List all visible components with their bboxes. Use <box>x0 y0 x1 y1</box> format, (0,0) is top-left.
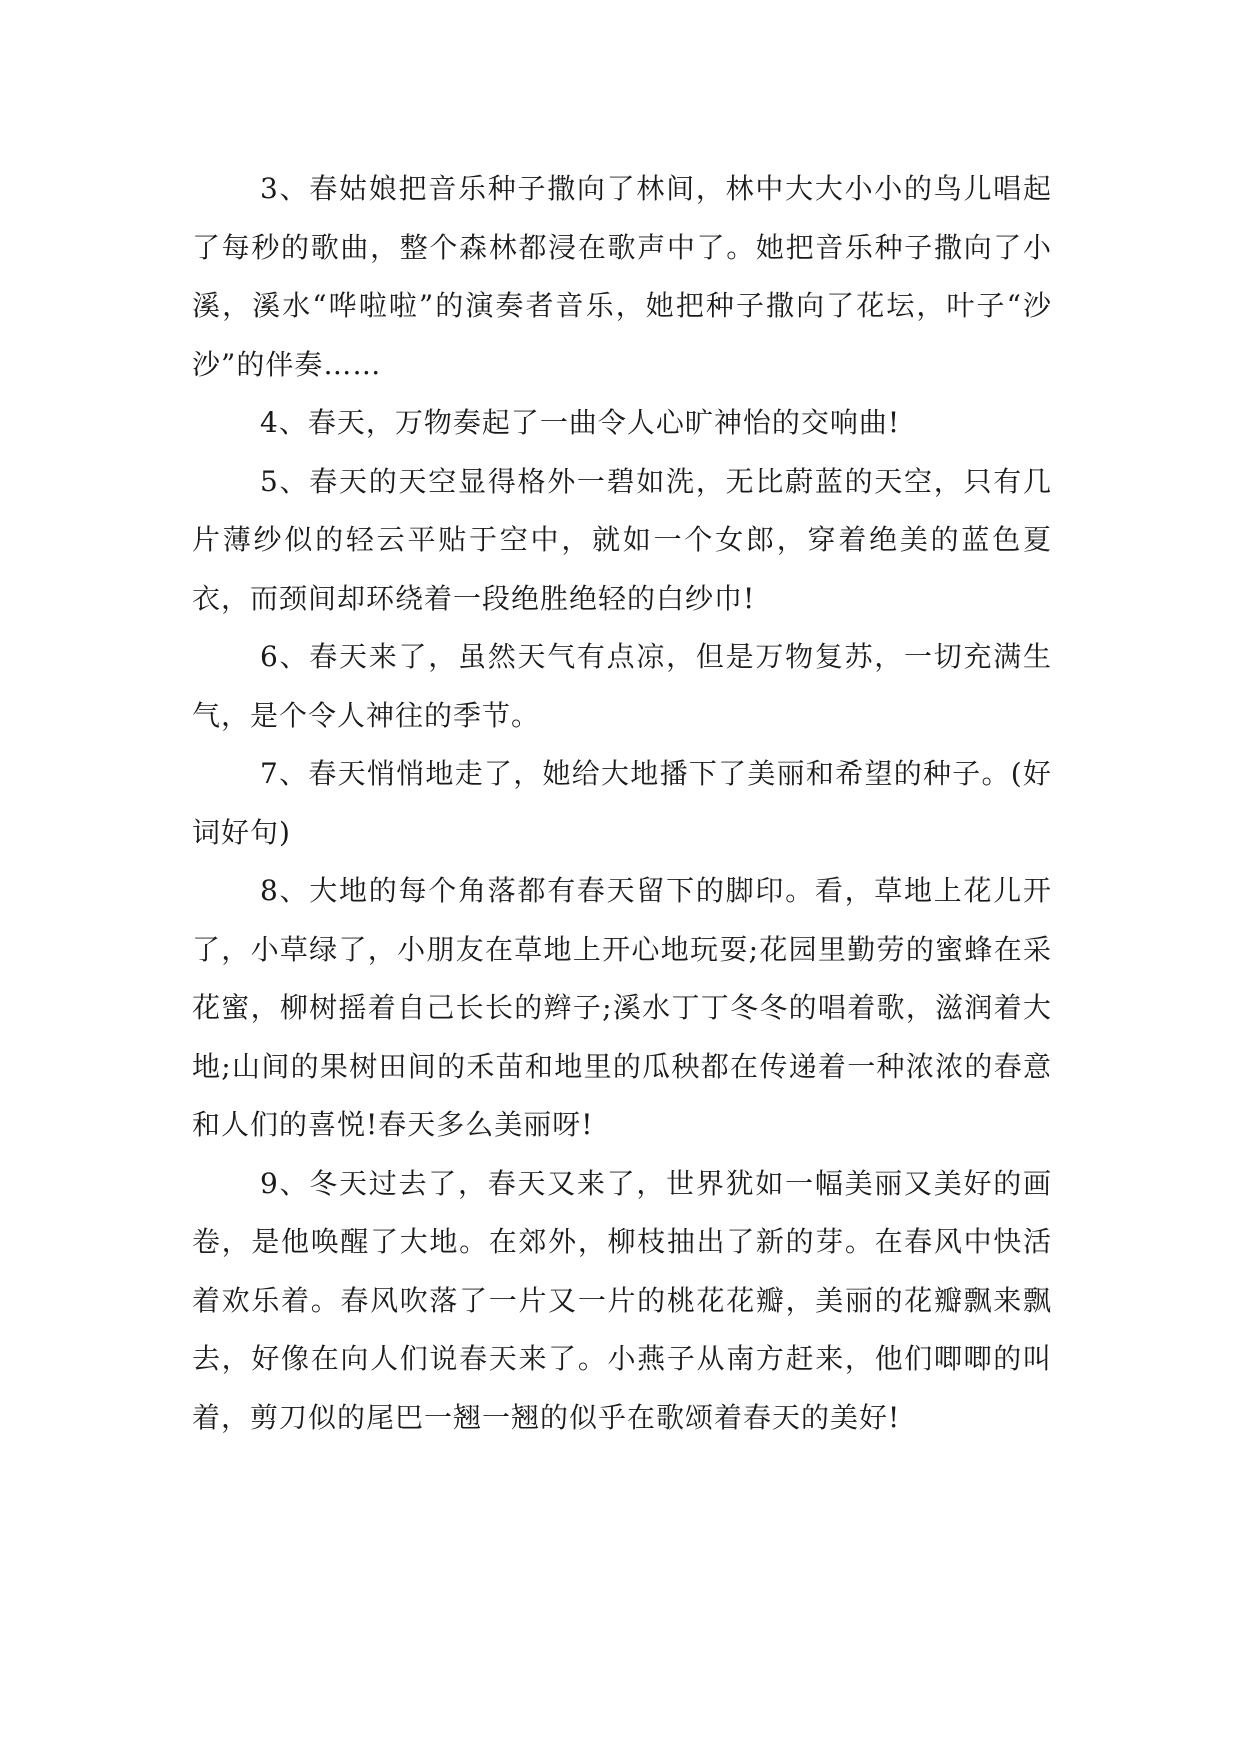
paragraph-5: 5、春天的天空显得格外一碧如洗，无比蔚蓝的天空，只有几片薄纱似的轻云平贴于空中，就如一个女郎，穿着绝美的蓝色夏衣，而颈间却环绕着一段绝胜绝轻的白纱巾! <box>192 464 1052 615</box>
document-body <box>192 160 1052 1447</box>
paragraph-4: 4、春天，万物奏起了一曲令人心旷神怡的交响曲! <box>260 406 901 439</box>
paragraph-6: 6、春天来了，虽然天气有点凉，但是万物复苏，一切充满生气，是个令人神往的季节。 <box>192 640 1052 732</box>
paragraph-3: 3、春姑娘把音乐种子撒向了林间，林中大大小小的鸟儿唱起了每秒的歌曲，整个森林都浸在歌声中了。她把音乐种子撒向了小溪，溪水“哗啦啦”的演奏者音乐，她把种子撒向了花坛，叶子“沙沙”的伴奏…… <box>192 172 1052 381</box>
paragraph-9: 9、冬天过去了，春天又来了，世界犹如一幅美丽又美好的画卷，是他唤醒了大地。在郊外，柳枝抽出了新的芽。在春风中快活着欢乐着。春风吹落了一片又一片的桃花花瓣，美丽的花瓣飘来飘去，好像在向人们说春天来了。小燕子从南方赶来，他们唧唧的叫着，剪刀似的尾巴一翘一翘的似乎在歌颂着春天的美好! <box>192 1166 1052 1434</box>
paragraph-7: 7、春天悄悄地走了，她给大地播下了美丽和希望的种子。(好词好句) <box>192 757 1052 849</box>
paragraph-8: 8、大地的每个角落都有春天留下的脚印。看，草地上花儿开了，小草绿了，小朋友在草地上开心地玩耍;花园里勤劳的蜜蜂在采花蜜，柳树摇着自己长长的辫子;溪水丁丁冬冬的唱着歌，滋润着大地;山间的果树田间的禾苗和地里的瓜秧都在传递着一种浓浓的春意和人们的喜悦!春天多么美丽呀! <box>192 874 1052 1141</box>
